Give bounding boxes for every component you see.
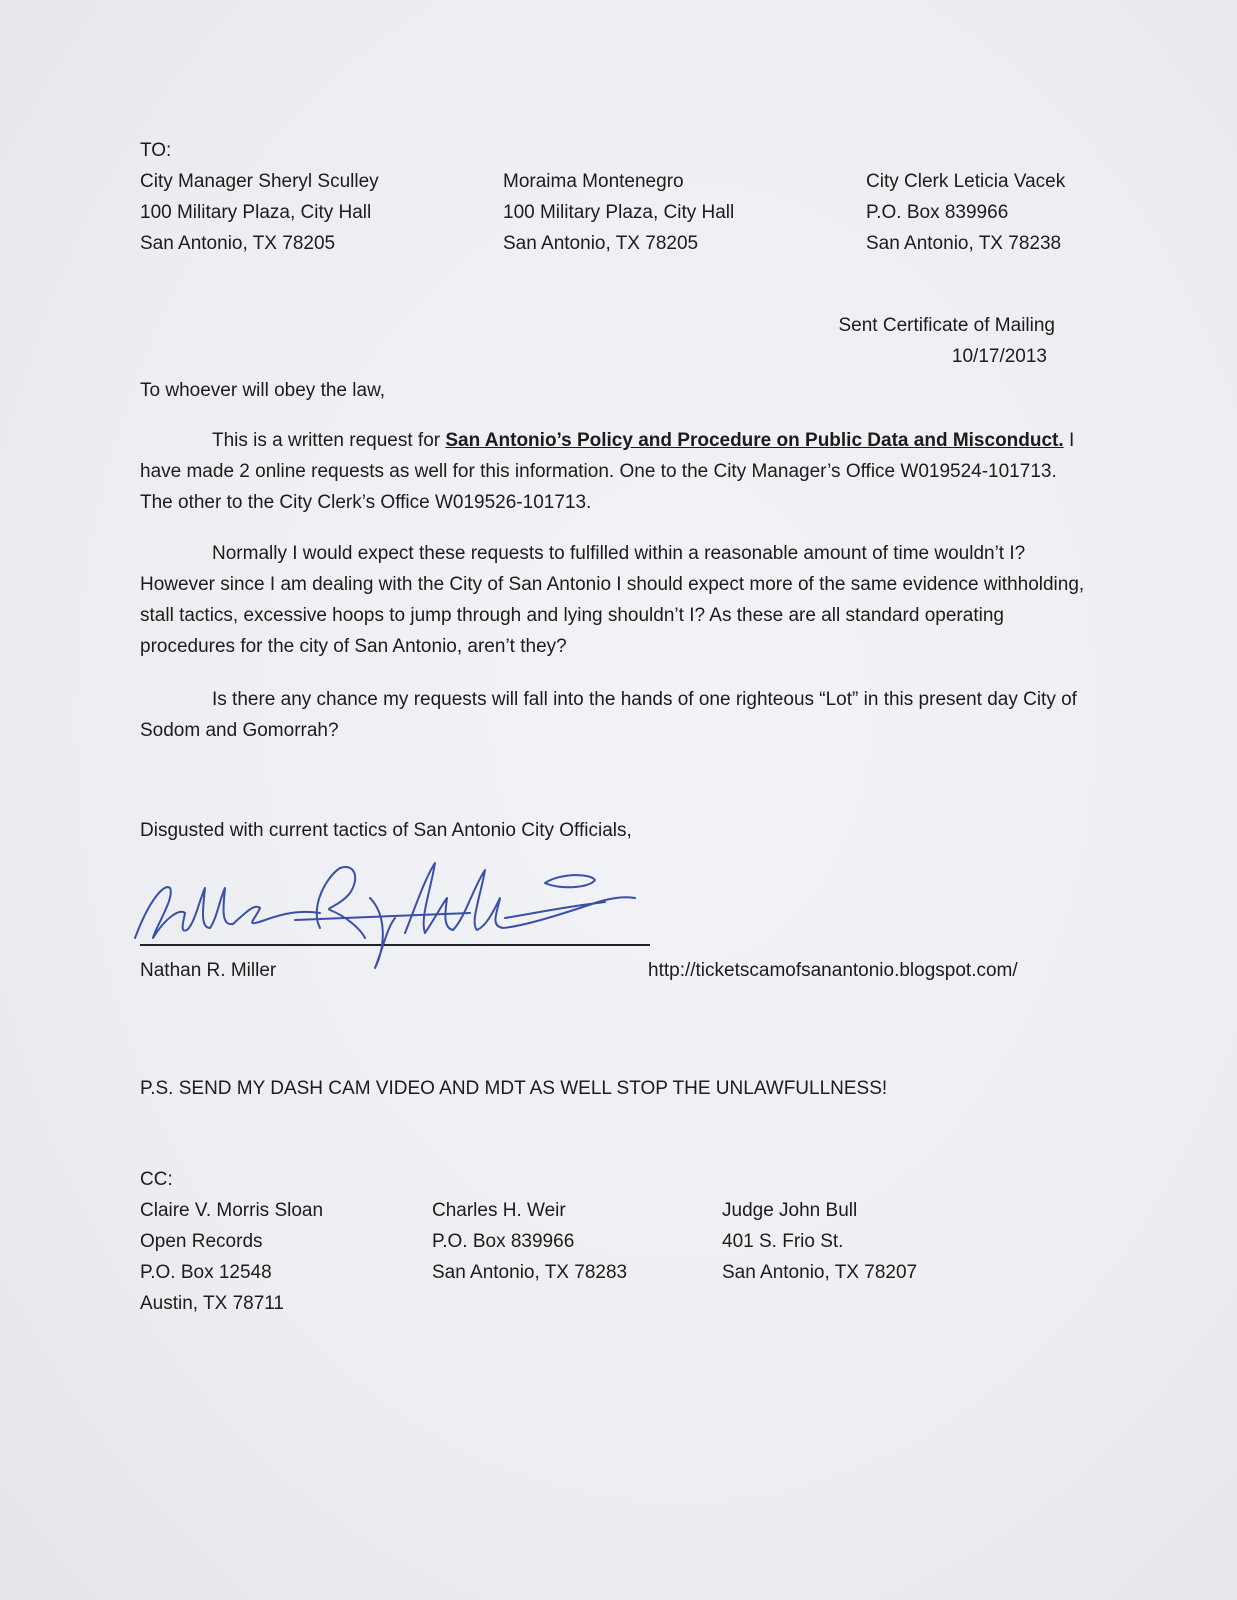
requested-document-title: San Antonio’s Policy and Procedure on Public Data and Misconduct. (445, 430, 1064, 451)
cc-line: P.O. Box 12548 (140, 1262, 272, 1283)
cc-recipient-3 (722, 1195, 917, 1288)
cc-line: 401 S. Frio St. (722, 1231, 844, 1252)
recipient-3 (866, 166, 1065, 259)
signer-name: Nathan R. Miller (140, 960, 277, 981)
paragraph-3 (140, 684, 1090, 746)
paragraph-2-text: Normally I would expect these requests to fulfilled within a reasonable amount of time wouldn’t I? However since I am dealing with the City of San Antonio I should expect more of the same evidence withholding, stall tactics, excessive hoops to jump through and lying shouldn’t I? As these are all standard operating procedures for the city of San Antonio, aren’t they? (140, 543, 1085, 657)
closing: Disgusted with current tactics of San Antonio City Officials, (140, 820, 632, 841)
cc-line: P.O. Box 839966 (432, 1231, 575, 1252)
cc-line: Claire V. Morris Sloan (140, 1200, 324, 1221)
recipient-line: Moraima Montenegro (503, 171, 684, 192)
cc-line: Judge John Bull (722, 1200, 858, 1221)
to-label: TO: (140, 140, 172, 161)
mailing-note: Sent Certificate of Mailing (838, 315, 1055, 336)
cc-recipient-1 (140, 1195, 323, 1319)
cc-line: San Antonio, TX 78207 (722, 1262, 918, 1283)
paragraph-1-rest: I have made 2 online requests as well for this information. One to the City Manager’s Office W019524-101713. The other to the City Clerk’s Office W019526-101713. (140, 430, 1075, 513)
cc-line: Open Records (140, 1231, 263, 1252)
recipient-line: P.O. Box 839966 (866, 202, 1009, 223)
recipient-line: San Antonio, TX 78205 (503, 233, 699, 254)
paragraph-1 (140, 425, 1090, 518)
cc-line: Charles H. Weir (432, 1200, 566, 1221)
recipient-line: 100 Military Plaza, City Hall (503, 202, 735, 223)
cc-line: San Antonio, TX 78283 (432, 1262, 628, 1283)
recipient-line: City Clerk Leticia Vacek (866, 171, 1066, 192)
cc-recipient-2 (432, 1195, 627, 1288)
recipient-line: 100 Military Plaza, City Hall (140, 202, 372, 223)
recipient-line: San Antonio, TX 78238 (866, 233, 1062, 254)
salutation: To whoever will obey the law, (140, 380, 386, 401)
blog-url[interactable]: http://ticketscamofsanantonio.blogspot.com/ (648, 960, 1018, 981)
recipient-line: San Antonio, TX 78205 (140, 233, 336, 254)
postscript: P.S. SEND MY DASH CAM VIDEO AND MDT AS WELL STOP THE UNLAWFULLNESS! (140, 1078, 888, 1099)
recipient-line: City Manager Sheryl Sculley (140, 171, 379, 192)
cc-label: CC: (140, 1169, 173, 1190)
cc-line: Austin, TX 78711 (140, 1293, 285, 1314)
paragraph-1-start: This is a written request for (212, 430, 446, 451)
paragraph-3-text: Is there any chance my requests will fall into the hands of one righteous “Lot” in this present day City of Sodom and Gomorrah? (140, 689, 1077, 741)
recipient-2 (503, 166, 734, 259)
recipient-1 (140, 166, 379, 259)
mailing-date: 10/17/2013 (951, 346, 1047, 367)
paragraph-2 (140, 538, 1090, 662)
